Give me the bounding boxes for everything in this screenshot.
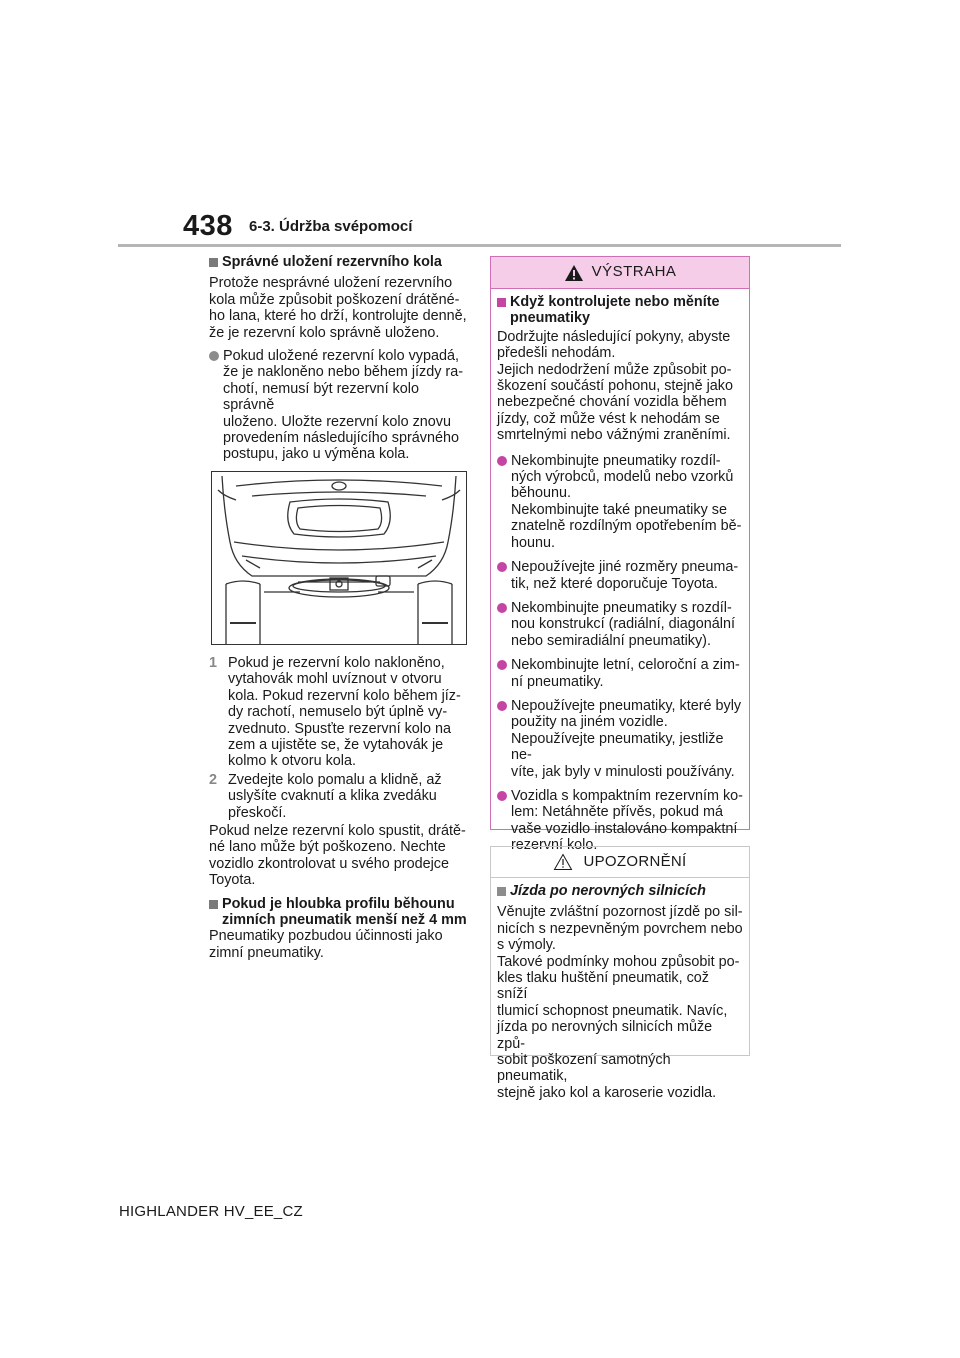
text-line: Nepoužívejte pneumatiky, jestliže ne-: [511, 730, 724, 764]
warning-bullet-item: [497, 698, 743, 780]
caution-title: UPOZORNĚNÍ: [583, 852, 687, 870]
warning-box: [490, 256, 750, 854]
text-line: zimní pneumatiky.: [209, 944, 324, 961]
page-number: 438: [183, 210, 233, 242]
paragraph-winter-tires: [209, 928, 471, 961]
circle-bullet-icon: [209, 351, 219, 361]
warning-bullet-item: [497, 453, 743, 551]
text-line: Jejich nedodržení může způsobit po-: [497, 361, 732, 378]
text-line: předešli nehodám.: [497, 345, 616, 362]
square-bullet-icon: [497, 298, 506, 307]
text-line: Dodržujte následující pokyny, abyste: [497, 328, 731, 345]
text-line: pneumatiky: [510, 310, 590, 327]
text-line: Toyota.: [209, 872, 256, 889]
heading-spare-wheel-storage: Správné uložení rezervního kola: [209, 254, 471, 270]
text-line: Takové podmínky mohou způsobit po-: [497, 953, 740, 970]
text-line: škození součástí pohonu, stejně jako: [497, 378, 733, 395]
text-line: vozidlo zkontrolovat u svého prodejce: [209, 855, 449, 872]
text-line: rezervní kolo.: [511, 837, 598, 854]
text-line: Zvedejte kolo pomalu a klidně, až: [228, 771, 442, 788]
text-line: s výmoly.: [497, 937, 556, 954]
text-line: Když kontrolujete nebo měníte: [510, 294, 720, 310]
text-line: chotí, nemusí být rezervní kolo správně: [223, 380, 419, 414]
text-line: nou konstrukcí (radiální, diagonální: [511, 616, 735, 633]
text-line: tlumicí schopnost pneumatik. Navíc,: [497, 1002, 728, 1019]
text-line: dy rachotí, nemuselo být úplně vy-: [228, 704, 448, 721]
text-line: použity na jiném vozidle.: [511, 714, 668, 731]
text-line: nicích s nezpevněným povrchem nebo: [497, 920, 743, 937]
square-bullet-icon: [497, 887, 506, 896]
text-line: nebezpečné chování vozidla během: [497, 394, 727, 411]
text-line: vaše vozidlo instalováno kompaktní: [511, 820, 738, 837]
step-2: 2 Zvedejte kolo pomalu a klidně, až uslyšíte cvaknutí a klika zvedáku přeskočí.: [209, 772, 471, 821]
warning-bullet-item: [497, 788, 743, 854]
spare-wheel-illustration: [211, 471, 467, 645]
heading-winter-tires-depth: [209, 896, 471, 929]
circle-bullet-icon: [497, 456, 507, 466]
warning-header: [491, 257, 749, 289]
warning-body: [491, 289, 749, 854]
text-line: uslyšíte cvaknutí a klika zvedáku: [228, 788, 437, 805]
text-line: ných výrobců, modelů nebo vzorků: [511, 469, 734, 486]
warning-bullet-item: [497, 559, 743, 592]
caution-header: [491, 847, 749, 878]
text-line: že je nakloněno nebo během jízdy ra-: [223, 364, 463, 381]
text-line: smrtelnými nebo vážnými zraněními.: [497, 427, 731, 444]
text-line: běhounu.: [511, 485, 572, 502]
circle-bullet-icon: [497, 701, 507, 711]
text-line: Nekombinujte pneumatiky rozdíl-: [511, 452, 721, 469]
text-line: jízdy, což může vést k nehodám se: [497, 410, 720, 427]
text-line: hounu.: [511, 534, 556, 551]
text-line: stejně jako kol a karoserie vozidla.: [497, 1084, 717, 1101]
text-line: kola. Pokud rezervní kolo během jíz-: [228, 687, 461, 704]
text-line: Vozidla s kompaktním rezervním ko-: [511, 787, 743, 804]
footer-model-code: HIGHLANDER HV_EE_CZ: [119, 1203, 303, 1220]
circle-bullet-icon: [497, 562, 507, 572]
text-line: uloženo. Uložte rezervní kolo znovu: [223, 413, 451, 430]
circle-bullet-icon: [497, 791, 507, 801]
text-line: vytahovák mohl uvíznout v otvoru: [228, 671, 442, 688]
text-line: né lano může být poškozeno. Nechte: [209, 839, 446, 856]
car-rear-underside-illustration: [212, 472, 466, 644]
text-line: ho lana, které ho drží, kontrolujte denně,: [209, 308, 467, 325]
text-line: Pokud je hloubka profilu běhounu: [222, 895, 455, 912]
text-line: kola může způsobit poškození drátěné-: [209, 291, 460, 308]
warning-title: VÝSTRAHA: [591, 263, 677, 281]
bullet-spare-wheel-tilted: [209, 348, 471, 463]
paragraph-spare-wheel: [209, 275, 471, 341]
text-line: sobit poškození samotných pneumatik,: [497, 1052, 671, 1085]
caution-heading: Jízda po nerovných silnicích: [497, 883, 743, 899]
text-line: Nekombinujte pneumatiky s rozdíl-: [511, 599, 732, 616]
text-line: znatelně rozdílným opotřebením bě-: [511, 518, 742, 535]
text-line: že je rezervní kolo správně uloženo.: [209, 324, 440, 341]
warning-bullet-item: [497, 657, 743, 690]
text-line: jízda po nerovných silnicích může způ-: [497, 1019, 713, 1052]
text-line: Nepoužívejte pneumatiky, které byly: [511, 697, 742, 714]
text-line: postupu, jako u výměna kola.: [223, 446, 410, 463]
header-rule: [118, 244, 841, 247]
circle-bullet-icon: [497, 603, 507, 613]
warning-intro: [497, 329, 743, 444]
warning-heading: [497, 294, 743, 327]
text-line: ní pneumatiky.: [511, 673, 604, 690]
text-line: tik, než které doporučuje Toyota.: [511, 575, 718, 592]
warning-bullet-item: [497, 600, 743, 649]
text-line: Nekombinujte letní, celoroční a zim-: [511, 657, 740, 674]
left-column: [209, 254, 471, 968]
section-title: 6-3. Údržba svépomocí: [249, 218, 413, 235]
step-1: 1 Pokud je rezervní kolo nakloněno, vytahovák mohl uvíznout v otvoru kola. Pokud rezervní kolo během jíz- dy rachotí, nemuselo být úplně vy- zvednuto. Spusťte rezervní kolo na zem a ujistěte se, že vytahovák je kolmo k otvoru kola.: [209, 655, 471, 770]
caution-box: [490, 846, 750, 1101]
paragraph-cable-damaged: [209, 823, 471, 889]
text-line: zem a ujistěte se, že vytahovák je: [228, 736, 444, 753]
text-line: víte, jak byly v minulosti používány.: [511, 763, 735, 780]
warning-bullet-list: [497, 453, 743, 854]
text-line: Nekombinujte také pneumatiky se: [511, 501, 727, 518]
square-bullet-icon: [209, 900, 218, 909]
text-line: zimních pneumatik menší než 4 mm: [222, 911, 467, 928]
caution-text: [497, 904, 743, 1101]
text-line: lem: Netáhněte přívěs, pokud má: [511, 804, 723, 821]
text-line: Pokud je rezervní kolo nakloněno,: [228, 654, 445, 671]
text-line: zvednuto. Spusťte rezervní kolo na: [228, 720, 451, 737]
caution-body: [491, 878, 749, 1101]
text-line: provedením následujícího správného: [223, 430, 459, 447]
warning-triangle-icon: [564, 264, 584, 282]
text-line: Pneumatiky pozbudou účinnosti jako: [209, 928, 443, 945]
text-line: Věnujte zvláštní pozornost jízdě po sil-: [497, 904, 743, 921]
text-line: Pokud nelze rezervní kolo spustit, drátě-: [209, 822, 466, 839]
text-line: Protože nesprávné uložení rezervního: [209, 275, 453, 292]
text-line: kolmo k otvoru kola.: [228, 753, 356, 770]
text-line: přeskočí.: [228, 804, 287, 821]
text-line: Nepoužívejte jiné rozměry pneuma-: [511, 559, 739, 576]
circle-bullet-icon: [497, 660, 507, 670]
square-bullet-icon: [209, 258, 218, 267]
text-line: Pokud uložené rezervní kolo vypadá,: [223, 348, 459, 365]
caution-triangle-icon: [553, 853, 573, 871]
text-line: kles tlaku huštění pneumatik, což sníží: [497, 970, 709, 1003]
text-line: nebo semiradiální pneumatiky).: [511, 632, 711, 649]
